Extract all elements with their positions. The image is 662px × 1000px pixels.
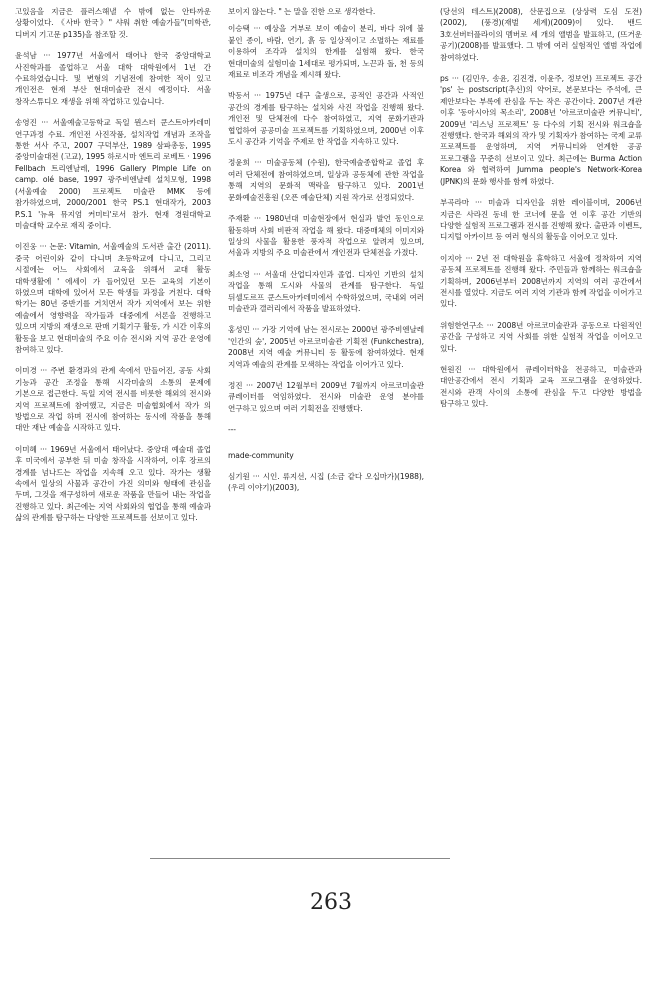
bio-paragraph: 윤석남 ··· 1977년 서울에서 태어나 한국 중앙대학교 사진학과를 졸업하고 서울 대학 대학원에서 1년 간 수료하였습니다. 및 변형의 기념전에 참여한 적이 있고 개인전은 현재 부산 현대미술관 전시 예정이다. 서울 창작스튜디오 재생을 위해 작업하고 있습니다. [15,51,211,106]
footer-rule [150,858,450,859]
bio-paragraph: 심기원 ··· 시인. 류지선, 시집 (소금 같다 오십마가)(1988), (우리 이야기)(2003), [228,472,424,493]
bio-paragraph: 부곡라마 ··· 미술과 디자인을 위한 레이블이며, 2006년 지금은 사라진 동네 한 코너에 문을 연 이후 공간 기반의 다양한 실험적 프로그램과 전시를 진행해 왔다. 출판과 이벤트, 디지털 아카이브 등 여러 형식의 활동을 이어오고 있다. [440,198,642,242]
bio-paragraph: 주재환 ··· 1980년대 미술현장에서 현실과 발언 동인으로 활동하며 사회 비판적 작업을 해 왔다. 대중매체의 이미지와 일상의 사물을 활용한 풍자적 작업으로 알려져 있으며, 서울과 지방의 주요 미술관에서 개인전과 단체전을 가졌다. [228,214,424,258]
bio-paragraph: 정진 ··· 2007년 12월부터 2009년 7월까지 아르코미술관 큐레이터를 역임하였다. 전시와 미술관 운영 분야를 연구하고 있으며 여러 기획전을 진행했다. [228,380,424,413]
bio-paragraph: 정윤희 ··· 미술공동체 (수원), 한국예술종합학교 졸업 후 여러 단체전에 참여하였으며, 일상과 공동체에 관한 작업을 통해 지역의 문화적 맥락을 탐구하고 있다. 2001년 문화예술진흥원 (오픈 예술단체) 지원 작가로 선정되었다. [228,158,424,202]
bio-paragraph: ps ··· (김민우, 송윤, 김진경, 이윤주, 정보연) 프로젝트 공간 'ps' 는 postscript(추신)의 약어로, 본문보다는 주석에, 큰 제안보다는 부록에 관심을 두는 작은 공간이다. 2007년 개관 이후 '동아시아의 목소리', 2008년 '아르코미술관 커뮤니티', 2009년 '리스닝 프로젝트' 등 다수의 기획 전시와 워크숍을 진행했다. 한국과 해외의 작가 및 기획자가 참여하는 국제 교류 프로젝트를 운영하며, 지역 커뮤니티와 연계한 공공 프로그램을 꾸준히 선보이고 있다. 최근에는 Burma Action Korea 와 협력하여 Jumma people's Network-Korea (JPNK)의 문화 행사를 함께 하였다. [440,74,642,186]
bio-paragraph: (당선의 테스트)(2008), 산문집으로 (상상력 도심 도전)(2002), (풍경)(재벌 세계)(2009)이 있다. 밴드 3호선버터플라이의 멤버로 세 개의 앨범을 발표하고, (뜨거운 공기)(2008)를 발표했다. 그 밖에 여러 실험적인 앨범 작업에 참여하였다. [440,7,642,62]
bio-paragraph: 이미경 ··· 주변 환경과의 관계 속에서 만들어진, 공동 사회 기능과 공간 조정을 통해 시각미술의 소통의 문제에 기본으로 접근한다. 독일 지역 전시를 비롯한 해외의 전시와 지역 프로젝트에 참여했고, 지금은 미술협회에서 작가 의 방법으로 작업 하며 전시에 참여하는 동시에 작품을 통해 대안 재난 예술을 시작하고 있다. [15,366,211,433]
bio-paragraph: 이진웅 ··· 논문: Vitamin, 서울예술의 도서관 출간 (2011). 중국 어린이와 같이 다니며 초등학교에 다니고, 그리고 시절에는 어느 사회에서 교육을 위해서 교대 활동 대학생활에 ' 에세이 가 들어있던 모든 교육의 기본이 하였으며 대학에 있어서 모든 학생들 과정을 거친다. 대학 학기는 80년 중반기를 거치면서 작가 지역에서 보는 위한 예술에서 영향력을 작가들과 대중에게 서론을 진행하고 있으며 지방의 재생으로 판매 기획기구 활동, 가 시간 이후의 활동을 보고 현대미술의 주요 이슈 전시와 지역 공간 운영에 참여하고 있다. [15,242,211,354]
bio-paragraph: 송영진 ··· 서울예술고등학교 독일 뮌스터 쿤스트아카데미 연구과정 수료. 개인전 사진작품, 설치작업 개념과 조작을 통한 서사 주고, 2007 구덕부산, 1989 삼파총동, 1995 중앙미술대전 (고교), 1995 하로시마 엔트리 로베트 · 1996 Fellbach 트리엔날레, 1996 Gallery Plmple Life on camp. olé base, 1997 광주비엔날레 설치모형, 1998 (서울예술 2000) 프로젝트 미술관 MMK 등에 참가하였으며, 2000/2001 한국 PS.1 현대작가, 2003 P.S.1 '뉴욕 뮤지엄 커미티'로서 참가. 현재 경원대학교 미술대학 교수로 재직 중이다. [15,118,211,230]
section-heading: made-community [228,450,294,460]
section-divider-dash: --- [228,425,236,435]
bio-paragraph: 이미혜 ··· 1969년 서울에서 태어났다. 중앙대 예술대 졸업 후 미국에서 공부한 뒤 미술 창작을 시작하여, 이후 장르의 경계를 넘나드는 작업을 지속해 오고 있다. 작가는 생활 속에서 일상의 사물과 공간이 가진 의미와 형태에 관심을 두며, 그것을 재구성하여 새로운 작품을 만들어 내는 작업을 진행하고 있다. 최근에는 지역 사회와의 협업을 통해 예술과 삶의 관계를 탐구하는 다양한 프로젝트를 선보이고 있다. [15,444,211,523]
text-column-right [440,6,642,420]
bio-paragraph: 홍성민 ··· 가장 기억에 남는 전시로는 2000년 광주비엔날레 '인간의 숲', 2005년 아르코미술관 기획전 (Funkchestra), 2008년 지역 예술 커뮤니티 등 활동에 참여하였다. 현재 지역과 예술의 관계를 모색하는 작업을 이어가고 있다. [228,325,424,369]
bio-paragraph: 이승택 ··· 예상을 거부로 보이 예술이 분리, 바다 위에 불 붙인 종이, 바람, 연기, 흙 등 일상적이고 소멸하는 재료를 이용하여 조각과 설치의 한계를 실험해 왔다. 한국 현대미술의 실험미술 1세대로 평가되며, 노끈과 돌, 천 등의 재료로 비조각 개념을 제시해 왔다. [228,24,424,80]
bio-paragraph: 현원진 ··· 대학원에서 큐레이터학을 전공하고, 미술관과 대안공간에서 전시 기획과 교육 프로그램을 운영하였다. 전시와 관객 사이의 소통에 관심을 두고 다양한 방법을 탐구하고 있다. [440,364,642,409]
bio-paragraph: 고있음을 지금은 플러스해낼 수 밖에 없는 안타까운 상황이었다. 《사바 한국》" 샤워 취한 예술가들"(미학관, 디버지 기고문 p135)을 참조할 것. [15,7,211,39]
bio-paragraph: 보이지 않는다. " 는 말을 진한 으로 생각한다. [228,7,376,16]
text-column-left [15,6,211,534]
bio-paragraph: 최소영 ··· 서울대 산업디자인과 졸업. 디자인 기반의 설치 작업을 통해 도시와 사물의 관계를 탐구한다. 독일 뒤셀도르프 쿤스트아카데미에서 수학하였으며, 국내외 여러 미술관과 갤러리에서 작품을 발표하였다. [228,269,424,313]
page-number: 263 [310,890,352,915]
bio-paragraph: 박동서 ··· 1975년 대구 출생으로, 공적인 공간과 사적인 공간의 경계를 탐구하는 설치와 사진 작업을 진행해 왔다. 개인전 및 단체전에 다수 참여하였고, 지역 문화기관과 협업하여 공공미술 프로젝트를 기획하였으며, 2000년 이후 도시 공간과 기억을 주제로 한 작업을 지속하고 있다. [228,91,424,147]
text-column-middle [228,6,424,504]
bio-paragraph: 이지아 ··· 2년 전 대학원을 휴학하고 서울에 정착하여 지역 공동체 프로젝트를 진행해 왔다. 주민들과 함께하는 워크숍을 기획하며, 2006년부터 2008년까지 지역의 여러 공간에서 전시를 열었다. 지금도 여러 지역 기관과 함께 작업을 이어가고 있다. [440,253,642,309]
bio-paragraph: 위험한연구소 ··· 2008년 아르코미술관과 공동으로 다원적인 공간을 구성하고 지역 사회를 위한 실험적 작업을 이어오고 있다. [440,320,642,353]
